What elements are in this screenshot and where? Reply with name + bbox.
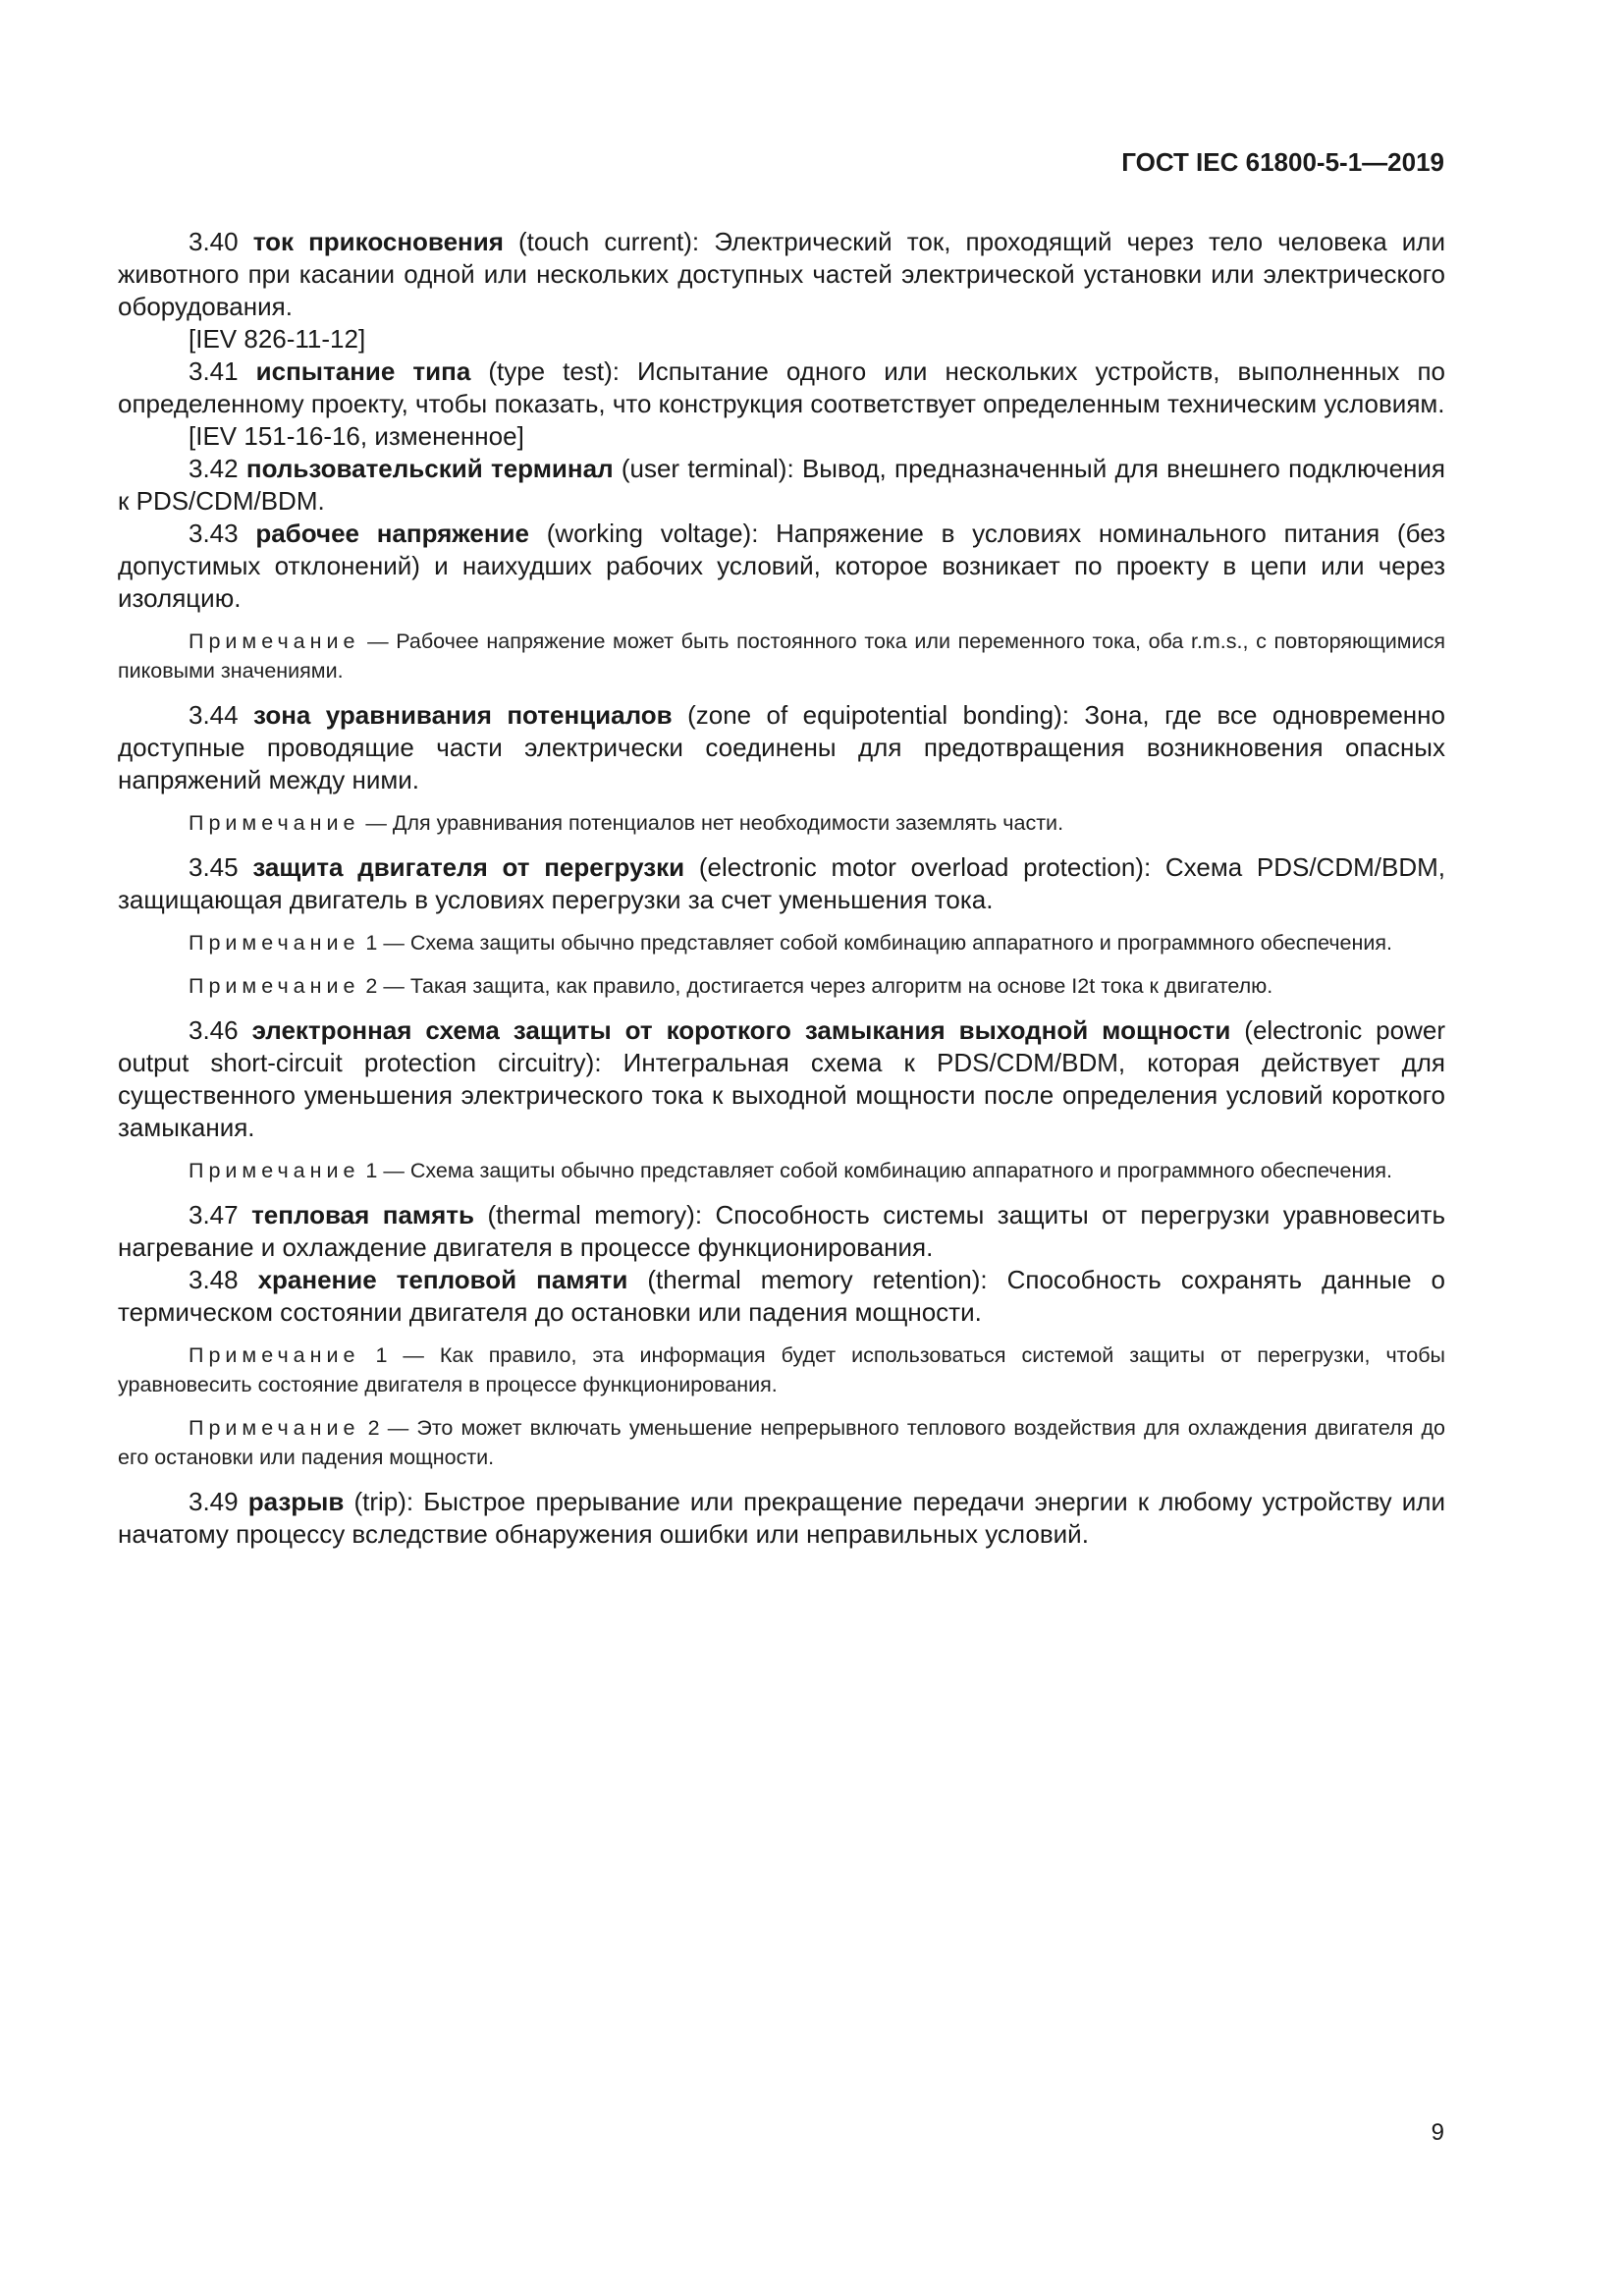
note-text: — Для уравнивания потенциалов нет необходимости заземлять части. (359, 811, 1064, 835)
note-text: 1 — Схема защиты обычно представляет собой комбинацию аппаратного и программного обеспечения. (359, 931, 1392, 955)
entry-3-44 (118, 699, 1445, 796)
entry-term: защита двигателя от перегрузки (252, 852, 685, 882)
entry-text: (type test): Испытание одного или нескольких устройств, выполненных по определенному проекту, чтобы показать, что конструкция соответствует определенным техническим условиям. (118, 356, 1445, 418)
entry-3-43 (118, 518, 1445, 615)
note-1 (118, 1340, 1445, 1399)
note-2 (118, 971, 1445, 1001)
note (118, 627, 1445, 685)
entry-number: 3.47 (189, 1200, 239, 1230)
entry-term: хранение тепловой памяти (257, 1265, 628, 1294)
note-label: Примечание (189, 1343, 360, 1367)
note-2 (118, 1413, 1445, 1472)
entry-term: рабочее напряжение (255, 519, 529, 548)
entry-3-49 (118, 1486, 1445, 1551)
entry-term: разрыв (247, 1487, 345, 1516)
entry-text: (thermal memory retention): Способность сохранять данные о термическом состоянии двигателя до остановки или падения мощности. (118, 1265, 1445, 1327)
entry-3-48 (118, 1264, 1445, 1329)
entry-number: 3.42 (189, 454, 239, 483)
entry-number: 3.48 (189, 1265, 239, 1294)
entry-term: испытание типа (255, 356, 471, 386)
note-1 (118, 928, 1445, 957)
entry-number: 3.46 (189, 1015, 239, 1045)
note (118, 808, 1445, 838)
entry-3-41 (118, 355, 1445, 420)
entry-3-42 (118, 453, 1445, 518)
note-text: 1 — Как правило, эта информация будет использоваться системой защиты от перегрузки, чтобы уравновесить состояние двигателя в процессе функционирования. (118, 1343, 1445, 1396)
entry-3-45 (118, 851, 1445, 916)
entry-text: (thermal memory): Способность системы защиты от перегрузки уравновесить нагревание и охлаждение двигателя в процессе функционирования. (118, 1200, 1445, 1262)
note-text: 2 — Такая защита, как правило, достигается через алгоритм на основе I2t тока к двигателю. (359, 974, 1273, 998)
entry-term: ток прикосновения (252, 227, 504, 256)
entry-text: (working voltage): Напряжение в условиях номинального питания (без допустимых отклонений) и наихудших рабочих условий, которое возникает по проекту в цепи или через изоляцию. (118, 519, 1445, 613)
entry-number: 3.49 (189, 1487, 239, 1516)
entry-number: 3.41 (189, 356, 239, 386)
entry-text: (user terminal): Вывод, предназначенный для внешнего подключения к PDS/CDM/BDM. (118, 454, 1445, 516)
entry-3-46 (118, 1014, 1445, 1144)
entry-term: электронная схема защиты от короткого замыкания выходной мощности (251, 1015, 1231, 1045)
note-label: Примечание (189, 811, 360, 835)
note-text: — Рабочее напряжение может быть постоянного тока или переменного тока, оба r.m.s., с повторяющимися пиковыми значениями. (118, 629, 1445, 683)
entry-text: (touch current): Электрический ток, проходящий через тело человека или животного при касании одной или нескольких доступных частей электрической установки или электрического оборудования. (118, 227, 1446, 321)
entry-reference: [IEV 151-16-16, измененное] (189, 421, 524, 451)
note-1 (118, 1156, 1445, 1185)
entry-number: 3.40 (189, 227, 239, 256)
entry-reference: [IEV 826-11-12] (189, 324, 366, 354)
entry-term: зона уравнивания потенциалов (253, 700, 673, 730)
entry-number: 3.44 (189, 700, 239, 730)
note-label: Примечание (189, 1416, 360, 1440)
entry-number: 3.45 (189, 852, 239, 882)
entry-text: (trip): Быстрое прерывание или прекращение передачи энергии к любому устройству или начатому процессу вследствие обнаружения ошибки или неправильных условий. (118, 1487, 1445, 1549)
entry-term: тепловая память (251, 1200, 475, 1230)
entry-term: пользовательский терминал (245, 454, 614, 483)
page-number: 9 (1431, 2119, 1444, 2146)
note-text: 2 — Это может включать уменьшение непрерывного теплового воздействия для охлаждения двигателя до его остановки или падения мощности. (118, 1416, 1445, 1469)
entry-text: (electronic power output short-circuit protection circuitry): Интегральная схема к PDS/CDM/BDM, которая действует для существенного уменьшения электрического тока к выходной мощности после определения условий короткого замыкания. (118, 1015, 1445, 1142)
document-body (118, 226, 1445, 1551)
note-label: Примечание (189, 931, 360, 955)
entry-number: 3.43 (189, 519, 239, 548)
note-label: Примечание (189, 974, 360, 998)
document-id-header: ГОСТ IEC 61800-5-1—2019 (1121, 147, 1444, 177)
entry-3-40 (118, 226, 1445, 323)
note-text: 1 — Схема защиты обычно представляет собой комбинацию аппаратного и программного обеспечения. (359, 1159, 1392, 1182)
note-label: Примечание (189, 629, 360, 653)
note-label: Примечание (189, 1159, 360, 1182)
entry-text: (zone of equipotential bonding): Зона, где все одновременно доступные проводящие части электрически соединены для предотвращения возникновения опасных напряжений между ними. (118, 700, 1445, 794)
entry-text: (electronic motor overload protection): Схема PDS/CDM/BDM, защищающая двигатель в условиях перегрузки за счет уменьшения тока. (118, 852, 1445, 914)
entry-3-47 (118, 1199, 1445, 1264)
